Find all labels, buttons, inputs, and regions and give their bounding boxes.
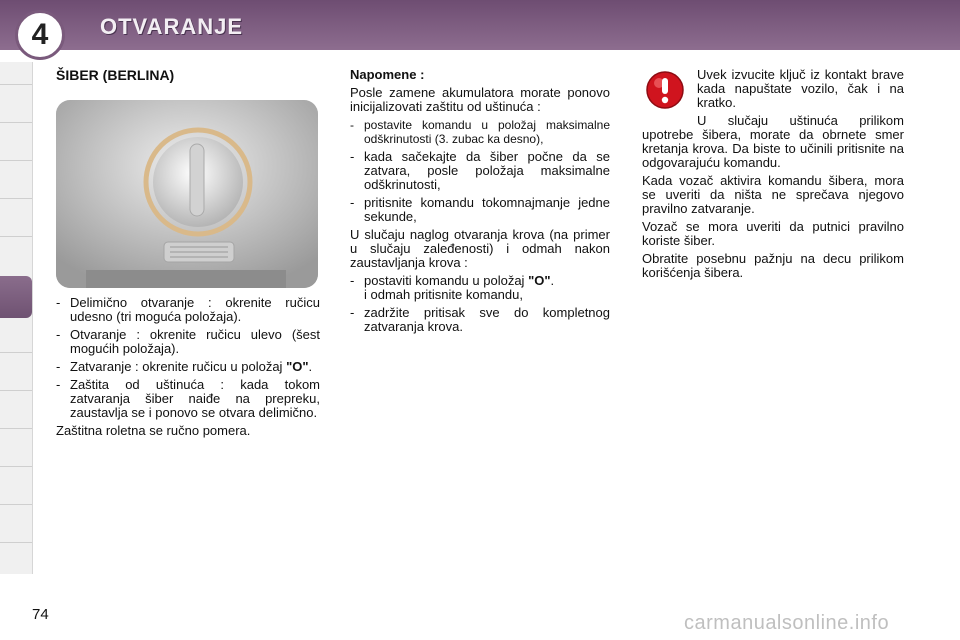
instruction-anti-pinch: - Zaštita od uštinuća : kada tokom zatvaranja šiber naiđe na prepreku, zaustavlja se i ponovo se otvara delimično.	[56, 378, 320, 420]
rail-divider	[0, 504, 32, 505]
rail-divider	[0, 160, 32, 161]
freeze-step-1-period: .	[550, 273, 555, 288]
notes-intro: Posle zamene akumulatora morate ponovo inicijalizovati zaštitu od uštinuća :	[350, 85, 610, 114]
rail-divider	[0, 236, 32, 237]
rail-divider	[0, 542, 32, 543]
left-column-text	[56, 296, 320, 442]
rail-divider	[0, 466, 32, 467]
chapter-number: 4	[31, 18, 49, 51]
warning-paragraph-passengers: Vozač se mora uveriti da putnici pravilno koriste šiber.	[642, 219, 904, 248]
position-o-label: "O"	[286, 359, 309, 374]
sunroof-control-photo	[56, 100, 318, 288]
rail-divider	[0, 428, 32, 429]
freeze-step-1-continuation: i odmah pritisnite komandu,	[364, 287, 523, 302]
warning-paragraph-pinch: U slučaju uštinuća prilikom upotrebe šibera, morate da obrnete smer kretanja krova. Da biste to učinili pritisnite na odgovarajuću komandu.	[642, 113, 904, 170]
warning-paragraph-children: Obratite posebnu pažnju na decu prilikom korišćenja šibera.	[642, 251, 904, 280]
warning-paragraph-key: Uvek izvucite ključ iz kontakt brave kada napuštate vozilo, čak i na kratko.	[697, 67, 904, 110]
freeze-step-2: - zadržite pritisak sve do kompletnog zatvaranja krova.	[350, 306, 610, 334]
rail-divider	[0, 84, 32, 85]
instruction-close	[56, 360, 320, 374]
page-number: 74	[32, 606, 49, 623]
chapter-tab-active[interactable]	[0, 276, 32, 318]
freeze-note: U slučaju naglog otvaranja krova (na primer u slučaju zaleđenosti) i odmah nakon zaustavljanja krova :	[350, 227, 610, 270]
watermark: carmanualsonline.info	[684, 612, 890, 634]
middle-column	[350, 68, 610, 338]
reinit-step-1: - postavite komandu u položaj maksimalne odškrinutosti (3. zubac ka desno),	[350, 118, 610, 146]
freeze-step-1-text: postaviti komandu u položaj	[364, 273, 525, 288]
warning-paragraph-driver: Kada vozač aktivira komandu šibera, mora se uveriti da ništa ne sprečava njegovo pravilno zatvaranje.	[642, 173, 904, 216]
instruction-close-period: .	[308, 359, 313, 374]
reinit-step-2: - kada sačekajte da šiber počne da se zatvara, posle položaja maksimalne odškrinutosti,	[350, 150, 610, 192]
right-column	[642, 68, 904, 284]
section-title: ŠIBER (BERLINA)	[56, 67, 175, 83]
sunroof-knob-illustration	[56, 100, 318, 288]
chapter-number-badge	[15, 10, 65, 60]
instruction-close-text: Zatvaranje : okrenite ručicu u položaj	[70, 359, 283, 374]
left-column	[56, 68, 320, 82]
notes-title: Napomene :	[350, 67, 425, 82]
rail-divider	[0, 390, 32, 391]
instruction-partial-open: - Delimično otvaranje : okrenite ručicu udesno (tri moguća položaja).	[56, 296, 320, 324]
rail-divider	[0, 352, 32, 353]
rail-divider	[0, 198, 32, 199]
freeze-step-1	[350, 274, 610, 302]
blind-note: Zaštitna roletna se ručno pomera.	[56, 423, 251, 438]
rail-divider	[0, 122, 32, 123]
chapter-title: OTVARANJE	[100, 14, 244, 39]
position-o-label: "O"	[528, 273, 551, 288]
instruction-open: - Otvaranje : okrenite ručicu ulevo (šest mogućih položaja).	[56, 328, 320, 356]
reinit-step-3: - pritisnite komandu tokomnajmanje jedne sekunde,	[350, 196, 610, 224]
chapter-side-rail	[0, 62, 33, 574]
